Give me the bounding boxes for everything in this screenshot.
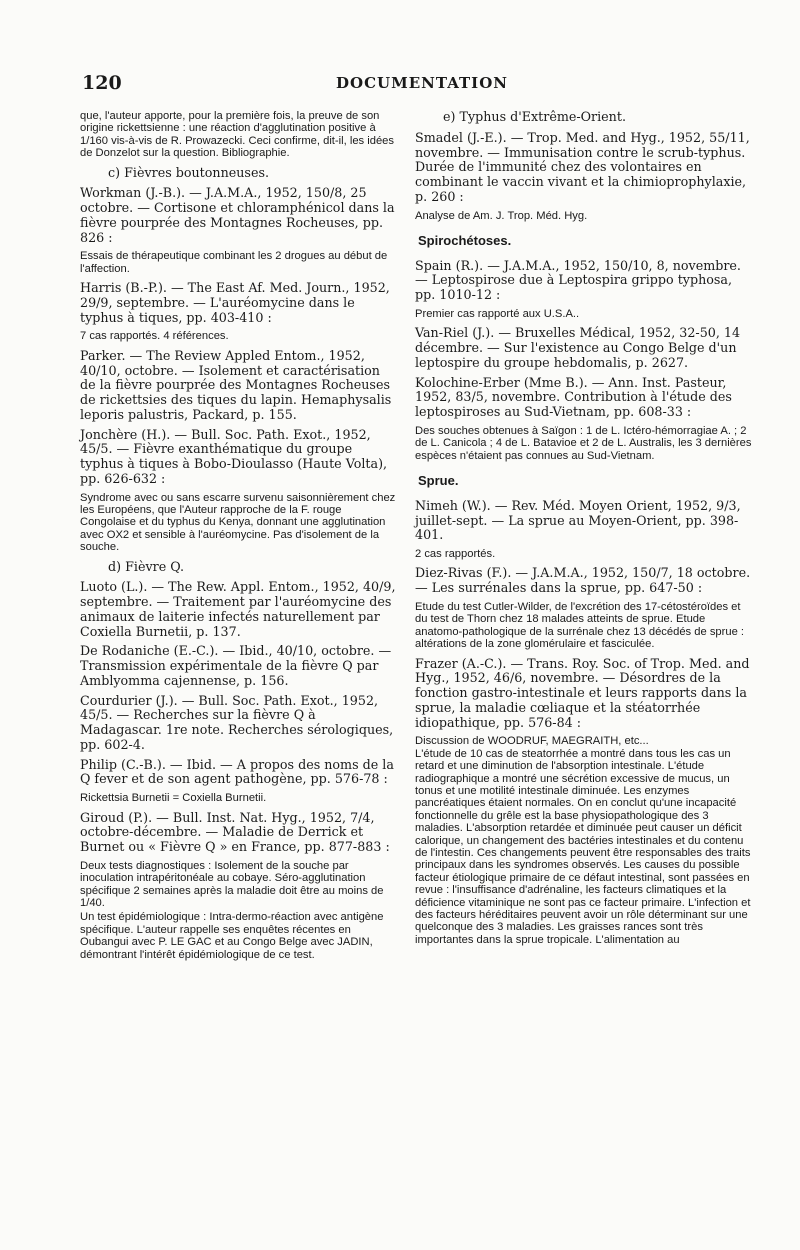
reference-courdurier: Courdurier (J.). — Bull. Soc. Path. Exot., 1952, 45/5. — Recherches sur la fièvre Q à Madagascar. 1re note. Recherches sérologiques, pp. 602-4. <box>80 692 394 752</box>
reference-workman: Workman (J.-B.). — J.A.M.A., 1952, 150/8, 25 octobre. — Cortisone et chloramphénicol dans la fièvre pourprée des Montagnes Rocheuses, pp. 826 : <box>80 185 395 245</box>
intro-abstract: que, l'auteur apporte, pour la première fois, la preuve de son origine rickettsienne : une réaction d'agglutination positive à 1/160 vis-à-vis de R. Prowazecki. Ceci confirme, dit-il, les idées de Donzelot sur la question. Bibliographie. <box>80 110 394 160</box>
reference-frazer: Frazer (A.-C.). — Trans. Roy. Soc. of Trop. Med. and Hyg., 1952, 46/6, novembre. — Désordres de la fonction gastro-intestinale et leurs rapports dans la sprue, la maladie cœliaque et la stéatorrhée idiopathique, pp. 576-84 : <box>415 655 750 730</box>
page-number: 120 <box>82 72 122 94</box>
section-sprue: Sprue. <box>418 473 459 489</box>
note-nimeh: 2 cas rapportés. <box>415 548 496 561</box>
reference-harris: Harris (B.-P.). — The East Af. Med. Journ., 1952, 29/9, septembre. — L'auréomycine dans le typhus à tiques, pp. 403-410 : <box>80 280 390 325</box>
note-diezrivas: Etude du test Cutler-Wilder, de l'excrétion des 17-cétostéroïdes et du test de Thorn chez 18 malades atteints de sprue. Etude anatomo-pathologique de la surrénale chez 13 décédés de sprue : altérations de la zone glomérulaire et fasciculée. <box>415 600 745 651</box>
reference-derodaniche: De Rodaniche (E.-C.). — Ibid., 40/10, octobre. — Transmission expérimentale de la fièvre Q par Amblyomma cajennense, p. 156. <box>80 643 392 688</box>
reference-kolochine: Kolochine-Erber (Mme B.). — Ann. Inst. Pasteur, 1952, 83/5, novembre. Contribution à l'étude des leptospiroses au Sud-Vietnam, pp. 608-33 : <box>415 374 732 420</box>
note-kolochine: Des souches obtenues à Saïgon : 1 de L. Ictéro-hémorragiae A. ; 2 de L. Canicola ; 4 de L. Batavioe et 2 de L. Australis, les 3 dernières espèces n'étaient pas connues au Sud-Vietnam. <box>415 424 752 462</box>
note-jonchere: Syndrome avec ou sans escarre survenu saisonnièrement chez les Européens, que l'Auteur rapproche de la F. rouge Congolaise et du typhus du Kenya, donnant une agglutination avec OX2 et sensible à l'auréomycine. Pas d'isolement de la souche. <box>80 491 396 554</box>
note-philip: Rickettsia Burnetii = Coxiella Burnetii. <box>80 792 267 805</box>
note-workman: Essais de thérapeutique combinant les 2 drogues au début de l'affection. <box>80 250 388 275</box>
note-smadel: Analyse de Am. J. Trop. Méd. Hyg. <box>415 209 588 222</box>
reference-philip: Philip (C.-B.). — Ibid. — A propos des noms de la Q fever et de son agent pathogène, pp. 576-78 : <box>80 756 394 787</box>
section-spirochetoses: Spirochétoses. <box>418 232 512 248</box>
reference-diezrivas: Diez-Rivas (F.). — J.A.M.A., 1952, 150/7, 18 octobre. — Les surrénales dans la sprue, pp. 647-50 : <box>415 565 751 596</box>
reference-luoto: Luoto (L.). — The Rew. Appl. Entom., 1952, 40/9, septembre. — Traitement par l'auréomycine des animaux de laiterie infectés naturellement par Coxiella Burnetii, p. 137. <box>80 579 396 639</box>
note-giroud-2: Un test épidémiologique : Intra-dermo-réaction avec antigène spécifique. L'auteur rappelle ses enquêtes récentes en Oubangui avec P. LE GAC et au Congo Belge avec JADIN, démontrant l'intérêt épidémiologique de ce test. <box>80 911 384 961</box>
subhead-fievres-boutonneuses: c) Fièvres boutonneuses. <box>108 164 269 180</box>
note-harris: 7 cas rapportés. 4 références. <box>80 330 229 343</box>
note-giroud-1: Deux tests diagnostiques : Isolement de la souche par inoculation intrapéritonéale au cobaye. Séro-agglutination spécifique 2 semaines après la maladie doit être au moins de 1/40. <box>80 859 384 909</box>
right-column <box>415 110 753 952</box>
reference-parker: Parker. — The Review Appled Entom., 1952, 40/10, octobre. — Isolement et caractérisation de la fièvre pourprée des Montagnes Rocheuses de rickettsies des tiques du lapin. Hemaphysalis leporis palustris, Packard, p. 155. <box>80 347 392 422</box>
reference-vanriel: Van-Riel (J.). — Bruxelles Médical, 1952, 32-50, 14 décembre. — Sur l'existence au Congo Belge d'un leptospire du groupe hebdomalis, p. 2627. <box>415 325 741 370</box>
reference-giroud: Giroud (P.). — Bull. Inst. Nat. Hyg., 1952, 7/4, octobre-décembre. — Maladie de Derrick et Burnet ou « Fièvre Q » en France, pp. 877-883 : <box>80 809 390 855</box>
reference-smadel: Smadel (J.-E.). — Trop. Med. and Hyg., 1952, 55/11, novembre. — Immunisation contre le scrub-typhus. Durée de l'immunité chez des volontaires en combinant le vaccin vivant et la chimioprophylaxie, p. 260 : <box>415 129 750 204</box>
left-column <box>80 110 398 967</box>
note-frazer-2: L'étude de 10 cas de steatorrhée a montré dans tous les cas un retard et une diminution de l'absorption intestinale. L'étude radiographique a montré une sécrétion excessive de mucus, un tonus et une motilité intestinale diminuée. Les enzymes pancréatiques étaient normales. On en conclut qu'une incapacité fonctionnelle du grêle est la base physiopathologique des 3 maladies. L'absorption retardée et diminuée peut causer un déficit calorique, un changement des bactéries intestinales et du contenu de l'intestin. Ces changements peuvent être responsables des traits principaux dans les syndromes observés. Les causes du possible facteur étiologique primaire de ce défaut intestinal, sont passées en revue : l'insuffisance d'adrénaline, les facteurs climatiques et la déficience vitaminique ne sont pas ce facteur primaire. L'infection et des facteurs héréditaires peuvent avoir un rôle déterminant sur une quelconque des 3 maladies. Les graisses rances sont très importantes dans la sprue tropicale. L'alimentation au <box>415 747 751 946</box>
reference-spain: Spain (R.). — J.A.M.A., 1952, 150/10, 8, novembre. — Leptospirose due à Leptospira grippo typhosa, pp. 1010-12 : <box>415 257 741 303</box>
reference-nimeh: Nimeh (W.). — Rev. Méd. Moyen Orient, 1952, 9/3, juillet-sept. — La sprue au Moyen-Orient, pp. 398-401. <box>415 497 741 543</box>
header-title: DOCUMENTATION <box>336 74 508 92</box>
page-header <box>82 72 762 96</box>
note-spain: Premier cas rapporté aux U.S.A.. <box>415 307 580 320</box>
subhead-fievre-q: d) Fièvre Q. <box>108 558 185 574</box>
reference-jonchere: Jonchère (H.). — Bull. Soc. Path. Exot., 1952, 45/5. — Fièvre exanthématique du groupe typhus à tiques à Bobo-Dioulasso (Haute Volta), pp. 626-632 : <box>80 426 388 486</box>
note-frazer-1: Discussion de WOODRUF, MAEGRAITH, etc... <box>415 735 649 748</box>
subhead-typhus-extreme-orient: e) Typhus d'Extrême-Orient. <box>443 109 626 124</box>
